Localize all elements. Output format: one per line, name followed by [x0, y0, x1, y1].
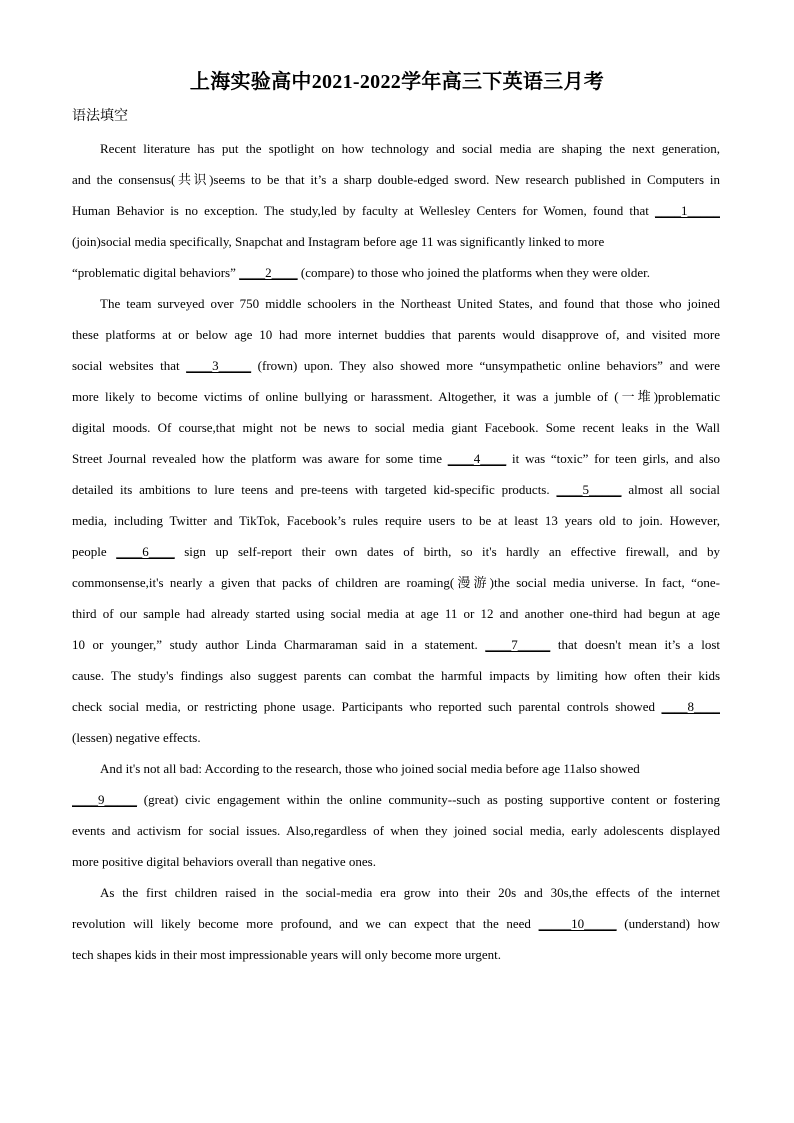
blank-1[interactable]: ____1_____: [655, 203, 720, 218]
text-line: (lessen) negative effects.: [72, 730, 201, 745]
text-line: media, including Twitter and TikTok, Facebook’s rules require users to be at least 13 years old to join. However,: [72, 513, 720, 528]
text-line: Street Journal revealed how the platform was aware for some time ____4____ it was “toxic” for teen girls, and also: [72, 448, 720, 470]
text-line: The team surveyed over 750 middle schoolers in the Northeast United States, and found that those who joined: [100, 296, 720, 311]
page-title: 上海实验高中2021-2022学年高三下英语三月考: [189, 71, 605, 93]
blank-6[interactable]: ____6____: [116, 544, 175, 559]
text-line: “problematic digital behaviors” ____2____ (compare) to those who joined the platforms when they were older.: [72, 262, 720, 284]
blank-5[interactable]: ____5_____: [556, 482, 622, 497]
blank-8[interactable]: ____8____: [661, 699, 720, 714]
text-line: commonsense,it's nearly a given that packs of children are roaming(漫游)the social media universe. In fact, “one-: [72, 575, 720, 590]
text-line: more positive digital behaviors overall than negative ones.: [72, 854, 376, 869]
text-line: ____9_____ (great) civic engagement within the online community--such as posting supportive content or fostering: [72, 789, 720, 811]
text-line: 10 or younger,” study author Linda Charmaraman said in a statement. ____7_____ that doesn't mean it’s a lost: [72, 634, 720, 656]
text-line: As the first children raised in the social-media era grow into their 20s and 30s,the effects of the internet: [100, 885, 720, 900]
text-line: these platforms at or below age 10 had more internet buddies that parents would disapprove of, and visited more: [72, 327, 720, 342]
text-line: And it's not all bad: According to the research, those who joined social media before age 11also showed: [100, 761, 640, 776]
text-line: social websites that ____3_____ (frown) upon. They also showed more “unsympathetic online behaviors” and were: [72, 355, 720, 377]
blank-4[interactable]: ____4____: [447, 451, 507, 466]
text-line: events and activism for social issues. Also,regardless of when they joined social media, early adolescents displayed: [72, 823, 720, 838]
text-line: and the consensus(共识)seems to be that it’s a sharp double-edged sword. New research published in Computers in: [72, 172, 720, 187]
blank-10[interactable]: _____10_____: [538, 916, 617, 931]
text-line: (join)social media specifically, Snapchat and Instagram before age 11 was significantly linked to more: [72, 234, 605, 249]
text-line: tech shapes kids in their most impressionable years will only become more urgent.: [72, 947, 502, 962]
blank-7[interactable]: ____7_____: [485, 637, 551, 652]
blank-3[interactable]: ____3_____: [186, 358, 252, 373]
text-line: more likely to become victims of online bullying or harassment. Altogether, it was a jumble of (一堆)problematic: [72, 389, 720, 404]
text-line: check social media, or restricting phone usage. Participants who reported such parental controls showed ____8____: [72, 696, 720, 718]
section-heading: 语法填空: [72, 109, 128, 124]
text-line: Recent literature has put the spotlight on how technology and social media are shaping the next generation,: [100, 141, 720, 156]
text-line: Human Behavior is no exception. The study,led by faculty at Wellesley Centers for Women, found that ____1_____: [72, 200, 720, 222]
blank-9[interactable]: ____9_____: [72, 792, 137, 807]
text-line: digital moods. Of course,that might not be news to social media giant Facebook. Some recent leaks in the Wall: [72, 420, 720, 435]
blank-2[interactable]: ____2____: [239, 265, 298, 280]
text-line: detailed its ambitions to lure teens and pre-teens with targeted kid-specific products. ____5_____ almost all social: [72, 479, 720, 501]
text-line: cause. The study's findings also suggest parents can combat the harmful impacts by limiting how often their kids: [72, 668, 720, 683]
text-line: people ____6____ sign up self-report their own dates of birth, so it's hardly an effective firewall, and by: [72, 541, 720, 563]
text-line: revolution will likely become more profound, and we can expect that the need _____10_____ (understand) how: [72, 913, 720, 935]
text-line: third of our sample had already started using social media at age 11 or 12 and another one-third had begun at age: [72, 606, 720, 621]
